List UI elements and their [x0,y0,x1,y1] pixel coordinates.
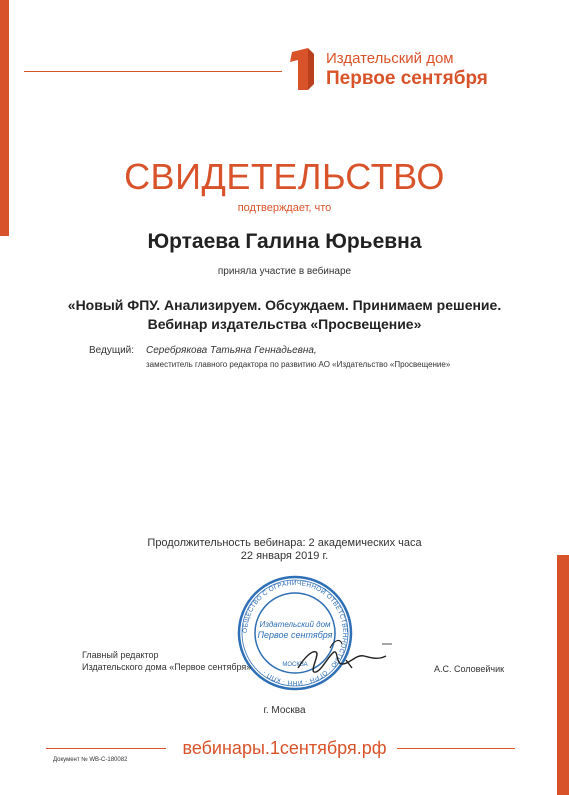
footer-rule-right [397,748,515,749]
webinar-title-line2: Вебинар издательства «Просвещение» [147,316,422,332]
host-role: заместитель главного редактора по развитию АО «Издательство «Просвещение» [146,360,451,369]
stamp-center-line2: Первое сентября [257,630,333,640]
recipient-name: Юртаева Галина Юрьевна [147,230,422,253]
webinar-duration: Продолжительность вебинара: 2 академических часа [147,537,422,549]
confirms-text: подтверждает, что [237,202,332,214]
certificate-title: СВИДЕТЕЛЬСТВО [124,156,445,197]
editor-title-line1: Главный редактор [82,650,159,660]
publisher-logo [286,46,486,92]
logo-text-line1: Издательский дом [326,50,454,67]
host-label: Ведущий: [89,345,135,356]
city: г. Москва [263,705,306,716]
signer-name: А.С. Соловейчик [434,664,505,674]
stamp-bottom-text: МОСКВА [282,662,308,668]
document-number: Документ № WB-C-180082 [53,757,128,763]
webinar-title-line1: «Новый ФПУ. Анализируем. Обсуждаем. Принимаем решение. [67,297,502,313]
svg-text:ОБЩЕСТВО С ОГРАНИЧЕННОЙ ОТВЕТС: ОБЩЕСТВО С ОГРАНИЧЕННОЙ ОТВЕТСТВЕННОСТЬЮ · ОГРН · ИНН · КПП · [241,579,349,687]
left-accent-bar [0,0,9,236]
participation-text: приняла участие в вебинаре [217,266,352,277]
editor-title-line2: Издательского дома «Первое сентября» [82,662,252,672]
webinar-title [40,296,529,334]
host-name: Серебрякова Татьяна Геннадьевна, [146,345,317,356]
logo-text-line2: Первое сентября [326,68,488,89]
stamp-center-line1: Издательский дом [259,620,331,629]
header-rule [24,71,282,72]
webinar-date: 22 января 2019 г. [240,550,329,562]
number-one-icon [286,48,316,90]
handwritten-signature [290,630,410,680]
right-accent-bar [557,555,569,795]
website-link[interactable]: вебинары.1сентября.рф [182,738,387,758]
